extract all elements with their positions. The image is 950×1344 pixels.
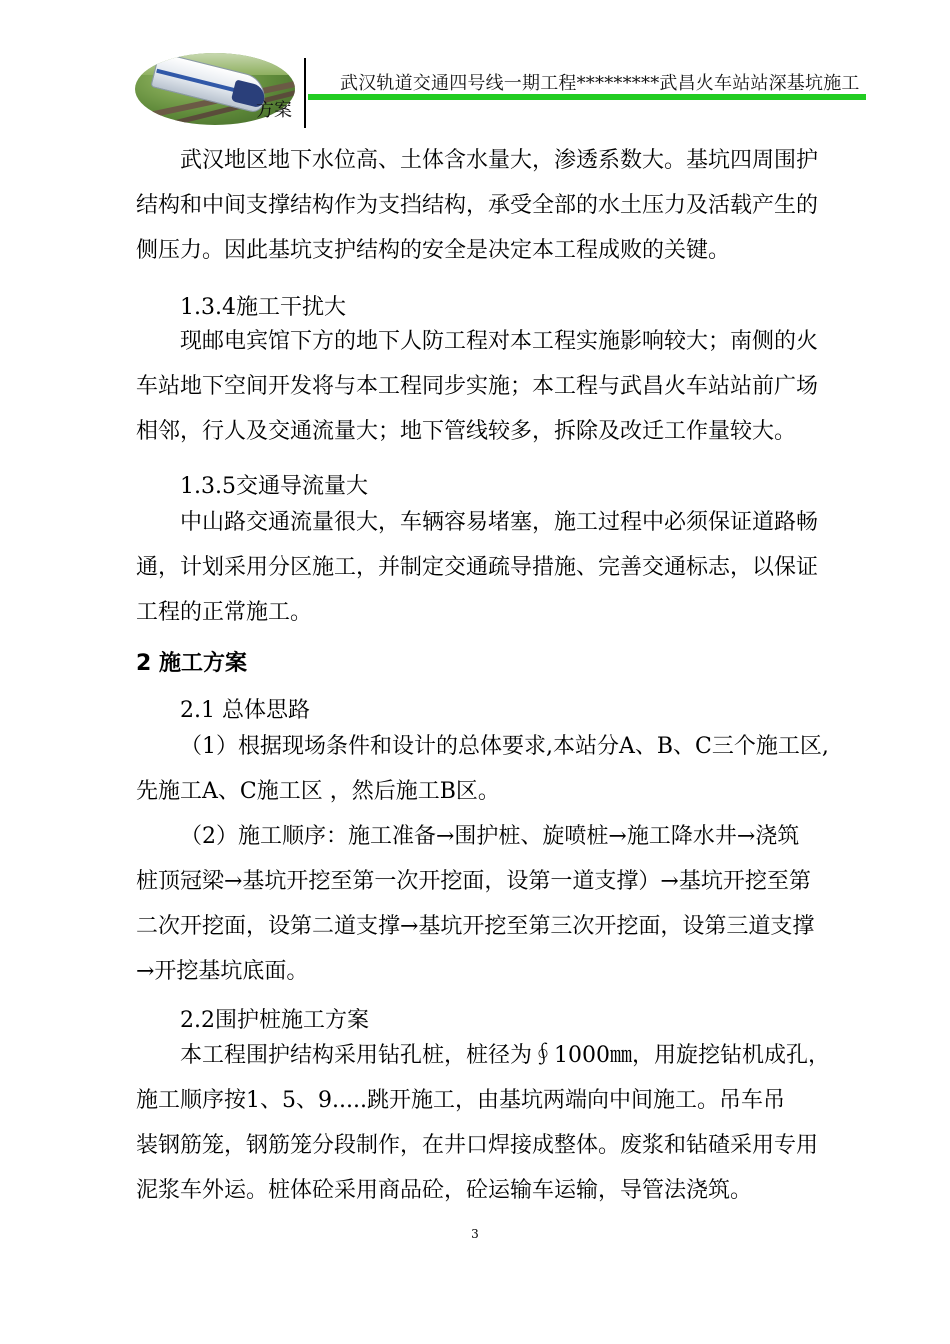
paragraph-4 <box>136 724 836 814</box>
header-logo-text: 方案 <box>256 100 292 121</box>
paragraph-line: →开挖基坑底面。 <box>136 959 309 984</box>
section-1-3-4-heading: 1.3.4施工干扰大 <box>180 295 346 320</box>
paragraph-3 <box>136 500 836 635</box>
paragraph-6 <box>136 1033 836 1213</box>
paragraph-line: 武汉地区地下水位高、土体含水量大，渗透系数大。基坑四周围护 <box>180 148 819 173</box>
paragraph-line: 本工程围护结构采用钻孔桩，桩径为∮1000㎜，用旋挖钻机成孔， <box>180 1043 830 1068</box>
paragraph-line: 中山路交通流量很大，车辆容易堵塞，施工过程中必须保证道路畅 <box>180 510 819 535</box>
paragraph-1 <box>136 138 836 273</box>
header-green-bar <box>308 94 866 100</box>
header-title: 武汉轨道交通四号线一期工程*********武昌火车站站深基坑施工 <box>340 73 860 94</box>
paragraph-line: 工程的正常施工。 <box>136 600 313 625</box>
paragraph-line: 装钢筋笼，钢筋笼分段制作，在井口焊接成整体。废浆和钻碴采用专用 <box>136 1133 819 1158</box>
section-1-3-5-heading: 1.3.5交通导流量大 <box>180 474 368 499</box>
paragraph-line: 侧压力。因此基坑支护结构的安全是决定本工程成败的关键。 <box>136 238 731 263</box>
paragraph-5 <box>136 814 836 994</box>
paragraph-line: （1）根据现场条件和设计的总体要求,本站分A、B、C三个施工区, <box>180 734 829 759</box>
paragraph-line: 通，计划采用分区施工，并制定交通疏导措施、完善交通标志，以保证 <box>136 555 819 580</box>
header-divider <box>304 58 306 128</box>
paragraph-line: 先施工A、C施工区 ，然后施工B区。 <box>136 779 500 804</box>
section-2-heading: 2 施工方案 <box>136 651 247 676</box>
paragraph-line: 车站地下空间开发将与本工程同步实施；本工程与武昌火车站站前广场 <box>136 374 819 399</box>
paragraph-line: 现邮电宾馆下方的地下人防工程对本工程实施影响较大；南侧的火 <box>180 329 819 354</box>
section-2-1-heading: 2.1 总体思路 <box>180 698 310 723</box>
paragraph-line: 结构和中间支撑结构作为支挡结构，承受全部的水土压力及活载产生的 <box>136 193 819 218</box>
paragraph-line: 桩顶冠梁→基坑开挖至第一次开挖面，设第一道支撑）→基坑开挖至第 <box>136 869 811 894</box>
page-number: 3 <box>471 1227 479 1241</box>
paragraph-line: 相邻，行人及交通流量大；地下管线较多，拆除及改迁工作量较大。 <box>136 419 797 444</box>
paragraph-line: （2）施工顺序：施工准备→围护桩、旋喷桩→施工降水井→浇筑 <box>180 824 800 849</box>
paragraph-line: 二次开挖面，设第二道支撑→基坑开挖至第三次开挖面，设第三道支撑 <box>136 914 815 939</box>
section-2-2-heading: 2.2围护桩施工方案 <box>180 1008 369 1033</box>
paragraph-2 <box>136 319 836 454</box>
paragraph-line: 施工顺序按1、5、9.....跳开施工，由基坑两端向中间施工。吊车吊 <box>136 1088 785 1113</box>
paragraph-line: 泥浆车外运。桩体砼采用商品砼，砼运输车运输，导管法浇筑。 <box>136 1178 753 1203</box>
